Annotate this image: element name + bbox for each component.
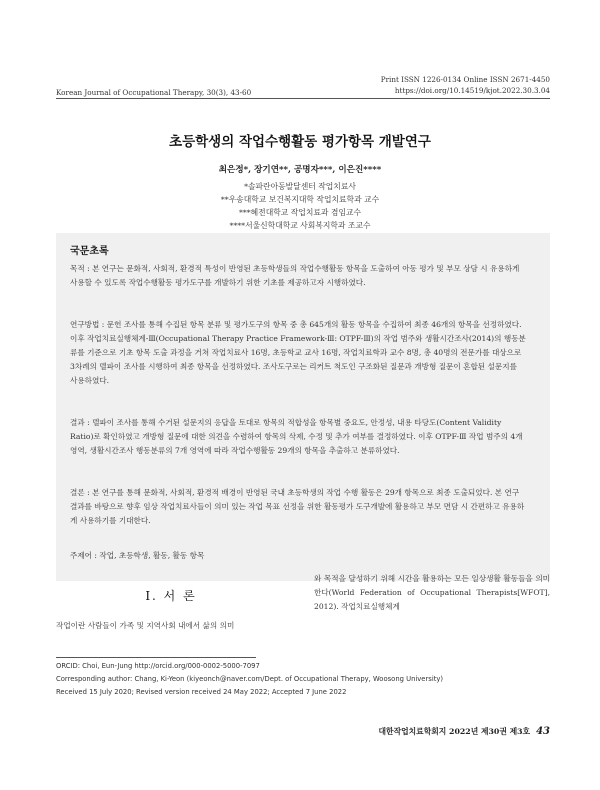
abstract-conclusion xyxy=(70,486,526,528)
intro-right-column: 와 목적을 달성하기 위해 시간을 활용하는 모든 일상생활 활동들을 의미한다(World Federation of Occupational Therapists[WFOT], 2012). 작업치료실행체계 xyxy=(314,574,550,611)
purpose-text: 본 연구는 문화적, 사회적, 환경적 특성이 반영된 초등학생들의 작업수행활동 항목을 도출하여 아동 평가 및 부모 상담 시 유용하게 사용할 수 있도록 작업수행활동 평가도구를 개발하기 위한 기초를 제공하고자 시행하였다. xyxy=(70,264,520,287)
footnote-orcid: ORCID: Choi, Eun-Jung http://orcid.org/000-0002-5000-7097 xyxy=(56,662,260,670)
section-heading-introduction: Ⅰ. 서 론 xyxy=(145,589,197,603)
methods-text: 문헌 조사를 통해 수집된 항목 분류 및 평가도구의 항목 중 총 645개의 활동 항목을 수집하여 최종 46개의 항목을 선정하였다. 이후 작업치료실행체계-Ⅲ(Occupational Therapy Practice Framework-Ⅲ: OTPF-Ⅲ)의 작업 범주와 생활시간조사(2014)의 행동분류를 기준으로 기초 항목 도출 과정을 거쳐 작업치료사 16명, 초등학교 교사 16명, 작업치료학과 교수 8명, 총 40명의 전문가를 대상으로 3차례의 델파이 조사를 시행하여 최종 항목을 선정하였다. 조사도구로는 리커트 척도인 구조화된 질문과 개방형 질문이 혼합된 설문지를 사용하였다. xyxy=(70,320,526,385)
results-text: 델파이 조사를 통해 수거된 설문지의 응답을 토대로 항목의 적합성을 항목별 중요도, 안정성, 내용 타당도(Content Validity Ratio)로 확인하였고 개방형 질문에 대한 의견을 수렴하여 항목의 삭제, 수정 및 추가 여부를 결정하였다. 이후 OTPF-Ⅲ 작업 범주의 4개 영역, 생활시간조사 행동분류의 7개 영역에 따라 작업수행활동 29개의 항목을 추출하고 분류하였다. xyxy=(70,418,523,455)
affiliation-3: ***혜전대학교 작업치료과 겸임교수 xyxy=(238,208,362,217)
conclusion-label: 결론 : xyxy=(70,488,93,497)
methods-label: 연구방법 : xyxy=(70,320,107,329)
purpose-label: 목적 : xyxy=(70,264,93,273)
footer-journal: 대한작업치료학회지 2022년 제30권 제3호 xyxy=(378,727,531,736)
paper-title: 초등학생의 작업수행활동 평가항목 개발연구 xyxy=(169,134,431,150)
abstract-methods xyxy=(70,318,526,388)
keywords: 주제어 : 작업, 초등학생, 활동, 활동 항목 xyxy=(70,551,205,560)
affiliation-1: *솔파란아동발달센터 작업치료사 xyxy=(244,182,356,191)
author-list: 최은정*, 장기연**, 공명자***, 이은진**** xyxy=(218,165,382,175)
page-number: 43 xyxy=(536,726,550,737)
journal-citation: Korean Journal of Occupational Therapy, 30(3), 43-60 xyxy=(56,88,252,97)
footnote-corresponding-author: Corresponding author: Chang, Ki-Yeon (kiyeonch@naver.com/Dept. of Occupational Therapy, Woosong University) xyxy=(56,675,444,683)
abstract-results xyxy=(70,416,526,458)
header-divider xyxy=(56,98,550,99)
issn-line: Print ISSN 1226-0134 Online ISSN 2671-4450 xyxy=(380,75,550,84)
results-label: 결과 : xyxy=(70,418,93,427)
footnote-divider xyxy=(56,657,256,658)
abstract-purpose xyxy=(70,262,526,290)
affiliation-4: ****서울신학대학교 사회복지학과 조교수 xyxy=(229,221,371,230)
abstract-heading: 국문초록 xyxy=(70,246,109,257)
conclusion-text: 본 연구를 통해 문화적, 사회적, 환경적 배경이 반영된 국내 초등학생의 작업 수행 활동은 29개 항목으로 최종 도출되었다. 본 연구결과를 바탕으로 향후 임상 작업치료사들이 의미 있는 작업 목표 선정을 위한 활동평가 도구개발에 활용하고 부모 면담 시 간편하고 유용하게 사용하기를 기대한다. xyxy=(70,488,525,525)
doi-link[interactable]: https://doi.org/10.14519/kjot.2022.30.3.04 xyxy=(394,86,550,95)
affiliation-2: **우송대학교 보건복지대학 작업치료학과 교수 xyxy=(220,195,380,204)
footnote-received-dates: Received 15 July 2020; Revised version received 24 May 2022; Accepted 7 June 2022 xyxy=(56,688,347,696)
issn-doi-block xyxy=(381,74,550,96)
intro-left-column: 작업이란 사람들이 가족 및 지역사회 내에서 삶의 의미 xyxy=(56,621,235,630)
page-footer xyxy=(379,726,550,737)
